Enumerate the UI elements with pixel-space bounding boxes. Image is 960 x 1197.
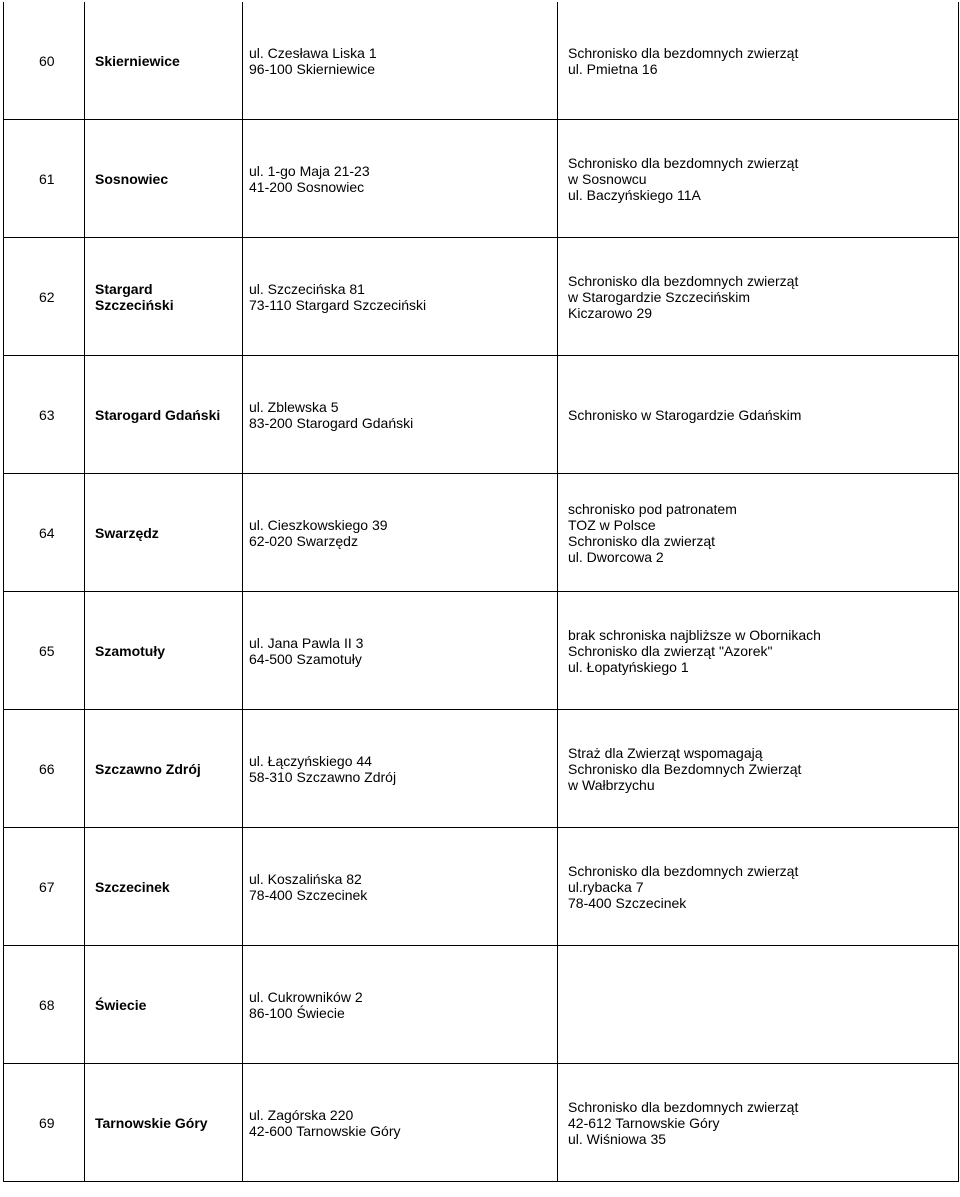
address-line: 73-110 Stargard Szczeciński xyxy=(249,296,427,313)
address-line: 86-100 Świecie xyxy=(249,1004,345,1021)
shelter-info-cell xyxy=(558,474,959,592)
address-cell xyxy=(243,238,558,356)
address-cell xyxy=(243,828,558,946)
address-line: ul. 1-go Maja 21-23 xyxy=(249,162,370,179)
shelter-info-line: 42-612 Tarnowskie Góry xyxy=(568,1114,720,1131)
address-line: 62-020 Swarzędz xyxy=(249,532,358,549)
shelter-info-line: ul. Łopatyńskiego 1 xyxy=(568,658,689,675)
city-name-cell xyxy=(85,120,243,238)
shelter-info-line: ul. Wiśniowa 35 xyxy=(568,1130,667,1147)
shelter-info-line: Schronisko dla zwierząt "Azorek" xyxy=(568,642,773,659)
shelter-info-line: ul. Pmietna 16 xyxy=(568,60,658,77)
row-number-cell: 68 xyxy=(4,946,85,1064)
row-number-cell: 61 xyxy=(4,120,85,238)
address-line: 78-400 Szczecinek xyxy=(249,886,368,903)
table-row xyxy=(4,120,959,238)
row-number-cell: 66 xyxy=(4,710,85,828)
address-line: ul. Zblewska 5 xyxy=(249,398,339,415)
row-number-cell: 67 xyxy=(4,828,85,946)
city-name-line: Szczecinek xyxy=(95,878,170,895)
address-line: 42-600 Tarnowskie Góry xyxy=(249,1122,401,1139)
shelter-info-line: Schronisko dla bezdomnych zwierząt xyxy=(568,44,799,61)
address-line: ul. Łączyńskiego 44 xyxy=(249,752,372,769)
row-number-cell: 64 xyxy=(4,474,85,592)
address-line: ul. Czesława Liska 1 xyxy=(249,44,377,61)
table-row xyxy=(4,2,959,120)
row-number-cell: 63 xyxy=(4,356,85,474)
address-cell xyxy=(243,474,558,592)
address-line: ul. Koszalińska 82 xyxy=(249,870,362,887)
address-cell xyxy=(243,2,558,120)
shelter-info-line: w Sosnowcu xyxy=(568,170,647,187)
city-name-cell xyxy=(85,356,243,474)
shelter-info-cell xyxy=(558,238,959,356)
address-line: ul. Zagórska 220 xyxy=(249,1106,354,1123)
address-line: ul. Jana Pawla II 3 xyxy=(249,634,364,651)
shelter-table xyxy=(3,2,959,1182)
address-line: 58-310 Szczawno Zdrój xyxy=(249,768,397,785)
city-name-line: Skierniewice xyxy=(95,52,180,69)
shelter-info-cell xyxy=(558,828,959,946)
city-name-line: Sosnowiec xyxy=(95,170,169,187)
table-row xyxy=(4,946,959,1064)
city-name-line: Stargard xyxy=(95,280,153,297)
address-cell xyxy=(243,1064,558,1182)
table-row xyxy=(4,238,959,356)
city-name-line: Starogard Gdański xyxy=(95,406,221,423)
address-cell xyxy=(243,710,558,828)
shelter-info-line: Schronisko dla bezdomnych zwierząt xyxy=(568,1098,799,1115)
address-cell xyxy=(243,946,558,1064)
table-row xyxy=(4,474,959,592)
shelter-info-cell xyxy=(558,120,959,238)
address-cell xyxy=(243,120,558,238)
table-row xyxy=(4,356,959,474)
address-cell xyxy=(243,592,558,710)
city-name-line: Świecie xyxy=(95,996,147,1013)
shelter-info-line: ul. Baczyńskiego 11A xyxy=(568,186,701,203)
shelter-info-line: 78-400 Szczecinek xyxy=(568,894,687,911)
address-line: ul. Cieszkowskiego 39 xyxy=(249,516,388,533)
shelter-info-cell xyxy=(558,946,959,1064)
shelter-info-line: schronisko pod patronatem xyxy=(568,500,737,517)
city-name-cell xyxy=(85,1064,243,1182)
shelter-info-line: ul. Dworcowa 2 xyxy=(568,548,664,565)
city-name-cell xyxy=(85,710,243,828)
address-line: ul. Szczecińska 81 xyxy=(249,280,365,297)
city-name-line: Szamotuły xyxy=(95,642,166,659)
shelter-info-line: Straż dla Zwierząt wspomagają xyxy=(568,744,763,761)
city-name-cell xyxy=(85,238,243,356)
city-name-cell xyxy=(85,828,243,946)
shelter-info-cell xyxy=(558,356,959,474)
city-name-line: Swarzędz xyxy=(95,524,159,541)
address-line: 96-100 Skierniewice xyxy=(249,60,376,77)
table-row xyxy=(4,828,959,946)
table-row xyxy=(4,592,959,710)
shelter-info-line: w Starogardzie Szczecińskim xyxy=(568,288,751,305)
shelter-info-line: Schronisko dla bezdomnych zwierząt xyxy=(568,272,799,289)
row-number-cell: 65 xyxy=(4,592,85,710)
city-name-cell xyxy=(85,946,243,1064)
city-name-cell xyxy=(85,474,243,592)
shelter-info-line: Schronisko w Starogardzie Gdańskim xyxy=(568,406,802,423)
shelter-info-line: Schronisko dla bezdomnych zwierząt xyxy=(568,154,799,171)
address-line: ul. Cukrowników 2 xyxy=(249,988,363,1005)
city-name-line: Szczeciński xyxy=(95,296,174,313)
table-body xyxy=(4,2,959,1182)
shelter-info-line: w Wałbrzychu xyxy=(568,776,655,793)
shelter-info-cell xyxy=(558,710,959,828)
row-number-cell: 60 xyxy=(4,2,85,120)
row-number-cell: 69 xyxy=(4,1064,85,1182)
address-cell xyxy=(243,356,558,474)
shelter-info-line: brak schroniska najbliższe w Obornikach xyxy=(568,626,821,643)
city-name-line: Szczawno Zdrój xyxy=(95,760,201,777)
shelter-info-line: Schronisko dla bezdomnych zwierząt xyxy=(568,862,799,879)
address-line: 64-500 Szamotuły xyxy=(249,650,362,667)
shelter-info-line: TOZ w Polsce xyxy=(568,516,656,533)
city-name-line: Tarnowskie Góry xyxy=(95,1114,208,1131)
address-line: 41-200 Sosnowiec xyxy=(249,178,365,195)
table-row xyxy=(4,710,959,828)
shelter-info-line: Schronisko dla Bezdomnych Zwierząt xyxy=(568,760,802,777)
row-number-cell: 62 xyxy=(4,238,85,356)
city-name-cell xyxy=(85,2,243,120)
shelter-info-line: Schronisko dla zwierząt xyxy=(568,532,716,549)
shelter-info-line: Kiczarowo 29 xyxy=(568,304,653,321)
shelter-info-cell xyxy=(558,2,959,120)
shelter-info-cell xyxy=(558,592,959,710)
shelter-info-cell xyxy=(558,1064,959,1182)
table-row xyxy=(4,1064,959,1182)
city-name-cell xyxy=(85,592,243,710)
address-line: 83-200 Starogard Gdański xyxy=(249,414,414,431)
shelter-info-line: ul.rybacka 7 xyxy=(568,878,644,895)
